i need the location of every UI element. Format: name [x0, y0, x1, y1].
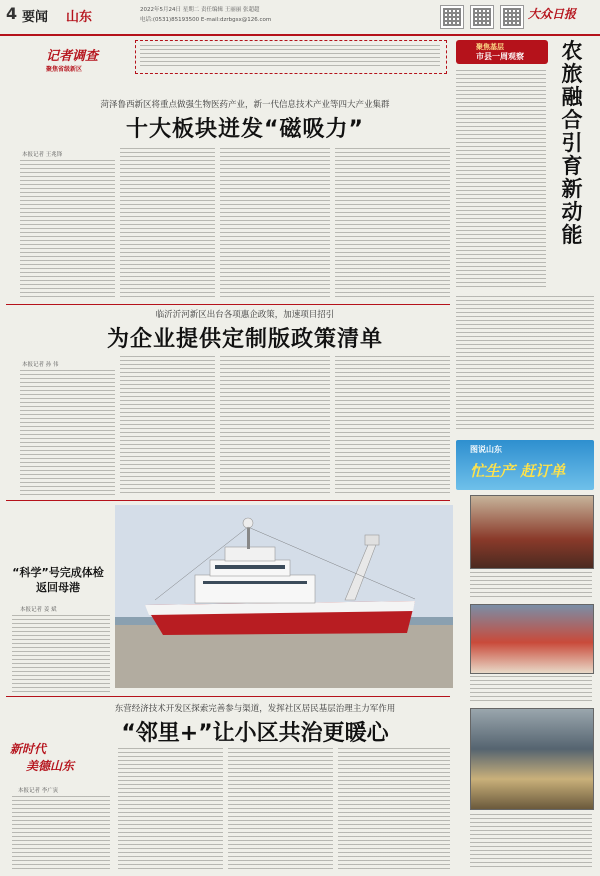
- page-number: 4: [6, 4, 18, 23]
- column-logo-line1: 新时代: [10, 742, 47, 756]
- qr-code-icon: [470, 5, 494, 29]
- editor-note-box: [135, 40, 447, 74]
- story1-body-col3: [220, 148, 330, 300]
- story3-body-col2: [118, 748, 223, 872]
- factory-photo-2: [470, 604, 594, 674]
- right-column-body-2: [456, 296, 594, 430]
- story1-body-col1: [20, 160, 115, 300]
- story2-body-col1: [20, 370, 115, 495]
- masthead: [0, 0, 600, 36]
- section-divider: [6, 696, 450, 697]
- photo-story-body: [12, 615, 110, 695]
- banner-slogan: 忙生产 赶订单: [470, 462, 566, 480]
- story2-body-col4: [335, 356, 450, 495]
- kicker-subtitle: 聚焦省级新区: [46, 66, 83, 73]
- story3-headline: “邻里+”让小区共治更暖心: [121, 721, 389, 746]
- photo-story-byline: 本报记者 姜 斌: [20, 607, 57, 613]
- contact-meta: 电话:(0531)85193500 E-mail:dzrbgsx@126.com: [140, 17, 272, 23]
- factory-photo-1: [470, 495, 594, 569]
- column-kicker: [46, 45, 132, 75]
- story3-body-col4: [338, 748, 450, 872]
- section-name: 要闻: [22, 10, 49, 25]
- column-logo: [10, 740, 100, 780]
- story2-dek: 临沂沂河新区出台各项惠企政策，加速项目招引: [155, 310, 335, 320]
- section-divider: [6, 500, 450, 501]
- section-divider: [6, 304, 450, 305]
- story2-headline: 为企业提供定制版政策清单: [106, 327, 383, 352]
- column-logo-line2: 美德山东: [26, 759, 75, 773]
- factory-caption-1: [470, 572, 592, 598]
- story1-headline: 十大板块迸发“磁吸力”: [126, 117, 364, 142]
- tag-line1: 聚焦基层: [476, 43, 504, 51]
- story2-body-col3: [220, 356, 330, 495]
- right-column-body-1: [456, 70, 546, 290]
- qr-code-icon: [500, 5, 524, 29]
- photo-column-banner: [456, 440, 594, 490]
- tag-line2: 市县一周观察: [476, 52, 524, 61]
- story1-dek: 菏泽鲁西新区将重点做强生物医药产业，新一代信息技术产业等四大产业集群: [100, 100, 390, 110]
- factory-caption-2: [470, 676, 592, 702]
- story1-body-col4: [335, 148, 450, 300]
- banner-title: 图说山东: [470, 445, 502, 454]
- factory-photo-3: [470, 708, 594, 810]
- newspaper-logo: 大众日报: [528, 7, 577, 21]
- region-name: 山东: [66, 10, 93, 25]
- editor-note-text: [140, 45, 440, 69]
- story2-byline: 本报记者 孙 伟: [22, 362, 59, 368]
- photo-story-headline: “科学”号完成体检返回母港: [12, 566, 104, 594]
- story1-body-col2: [120, 148, 215, 300]
- story3-byline: 本报记者 李广寅: [18, 788, 59, 794]
- story3-dek: 东营经济技术开发区探索完善参与渠道，发挥社区居民基层治理主力军作用: [114, 704, 396, 714]
- qr-code-icon: [440, 5, 464, 29]
- right-column-tag: [456, 40, 548, 64]
- story2-body-col2: [120, 356, 215, 495]
- research-ship-photo: [115, 505, 453, 688]
- story1-byline: 本报记者 王兆锋: [22, 152, 63, 158]
- factory-caption-3: [470, 814, 592, 870]
- kicker-title: 记者调查: [46, 49, 99, 64]
- edition-meta: 2022年5月24日 星期二 责任编辑 王丽丽 张超超: [140, 7, 260, 13]
- ship-illustration: [115, 505, 453, 688]
- story3-body-col1: [12, 796, 110, 872]
- right-column-headline: 农旅融合引育新动能: [561, 39, 583, 247]
- story3-body-col3: [228, 748, 333, 872]
